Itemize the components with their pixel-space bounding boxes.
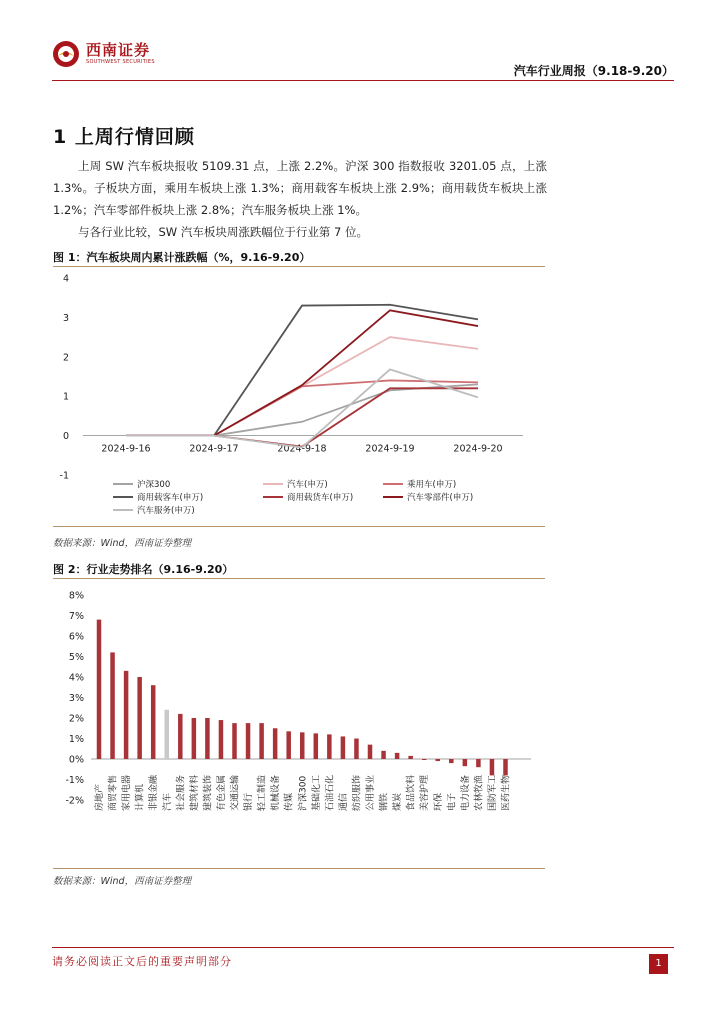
category-label: 美容护理	[420, 774, 431, 811]
series-line	[126, 310, 478, 435]
category-label: 交通运输	[230, 774, 241, 811]
y-tick-label: -1	[59, 470, 69, 482]
bar-chart	[53, 580, 545, 868]
bar-10	[232, 723, 237, 759]
y-tick-label: 3%	[68, 693, 84, 704]
x-tick-label: 2024-9-17	[189, 443, 239, 455]
category-label: 公用事业	[366, 774, 376, 811]
y-tick-label: 2	[62, 352, 69, 364]
category-label: 环保	[433, 792, 444, 811]
legend-label: 商用载客车(申万)	[137, 493, 204, 503]
y-tick-label: 7%	[68, 611, 84, 622]
footer-divider	[52, 947, 674, 948]
bar-5	[165, 710, 170, 759]
category-label: 医药生物	[501, 774, 512, 811]
bar-19	[354, 739, 359, 760]
bar-8	[205, 718, 210, 759]
bar-20	[368, 745, 373, 759]
category-label: 计算机	[135, 783, 146, 811]
figure1-source: 数据来源：Wind，西南证券整理	[53, 538, 192, 549]
bar-21	[381, 751, 386, 759]
section-title: 1 上周行情回顾	[53, 126, 195, 148]
y-tick-label: 0	[62, 431, 69, 443]
y-tick-label: -1%	[65, 775, 84, 786]
bar-0	[97, 620, 102, 759]
y-tick-label: 4%	[68, 672, 84, 684]
y-tick-label: 8%	[68, 590, 84, 602]
y-tick-label: 4	[62, 273, 69, 285]
report-title: 汽车行业周报（9.18-9.20）	[513, 64, 674, 78]
y-tick-label: 2%	[68, 713, 84, 725]
x-tick-label: 2024-9-18	[277, 443, 327, 455]
bar-28	[476, 759, 481, 767]
legend-label: 汽车服务(申万)	[137, 506, 195, 516]
category-label: 农林牧渔	[474, 774, 485, 811]
bar-13	[273, 728, 278, 759]
bar-2	[124, 671, 129, 759]
bar-27	[463, 759, 468, 766]
paragraph-industry-rank: 与各行业比较，SW 汽车板块周涨跌幅位于行业第 7 位。	[78, 225, 368, 239]
category-label: 社会服务	[176, 774, 187, 811]
category-label: 煤炭	[393, 792, 404, 811]
category-label: 食品饮料	[406, 774, 417, 811]
bar-15	[300, 732, 305, 759]
category-label: 基础化工	[311, 774, 322, 811]
bar-25	[436, 759, 441, 761]
bar-29	[490, 759, 495, 775]
category-label: 沪深300	[298, 775, 309, 811]
line-chart	[53, 268, 545, 524]
category-label: 银行	[244, 792, 255, 811]
logo	[52, 40, 155, 68]
footer-disclaimer: 请务必阅读正文后的重要声明部分	[52, 955, 232, 968]
header-divider	[52, 80, 674, 81]
category-label: 建筑材料	[189, 774, 200, 811]
x-tick-label: 2024-9-16	[101, 443, 151, 455]
bar-14	[286, 731, 291, 759]
bar-17	[327, 734, 332, 759]
x-tick-label: 2024-9-20	[453, 443, 503, 455]
category-label: 建筑装饰	[203, 774, 214, 811]
bar-6	[178, 714, 183, 759]
y-tick-label: 5%	[68, 652, 84, 663]
series-line	[126, 388, 478, 446]
category-label: 纺织服饰	[352, 774, 363, 811]
bar-9	[219, 720, 224, 759]
bar-26	[449, 759, 454, 763]
bar-4	[151, 685, 156, 759]
category-label: 有色金属	[216, 774, 227, 811]
category-label: 国防军工	[487, 774, 498, 811]
category-label: 石油石化	[325, 774, 336, 811]
legend-label: 乘用车(申万)	[407, 480, 457, 490]
logo-text-cn: 西南证券	[86, 41, 151, 59]
category-label: 电力设备	[460, 774, 471, 811]
logo-icon	[52, 40, 80, 68]
bar-12	[259, 723, 264, 759]
figure2-top-rule	[53, 578, 545, 579]
figure1-bottom-rule	[53, 526, 545, 527]
bar-3	[137, 677, 142, 759]
legend-label: 商用载货车(申万)	[287, 493, 354, 503]
category-label: 家用电器	[122, 774, 133, 811]
category-label: 通信	[338, 792, 349, 811]
page-number: 1	[649, 954, 668, 974]
y-tick-label: 1	[62, 391, 69, 403]
category-label: 非银金融	[149, 774, 160, 811]
bar-24	[422, 759, 427, 760]
bar-18	[341, 736, 346, 759]
figure1-title: 图 1：汽车板块周内累计涨跌幅（%，9.16-9.20）	[53, 251, 311, 264]
y-tick-label: 1%	[68, 734, 84, 745]
figure1-top-rule	[53, 266, 545, 267]
y-tick-label: -2%	[65, 795, 84, 807]
category-label: 房地产	[95, 783, 105, 811]
y-tick-label: 3	[62, 312, 69, 324]
legend-label: 沪深300	[137, 480, 171, 490]
category-label: 机械设备	[271, 774, 282, 811]
figure2-source: 数据来源：Wind，西南证券整理	[53, 876, 192, 887]
figure2-bottom-rule	[53, 868, 545, 869]
y-tick-label: 6%	[68, 631, 84, 643]
series-line	[126, 384, 478, 435]
bar-7	[192, 718, 197, 759]
figure2-title: 图 2：行业走势排名（9.16-9.20）	[53, 563, 234, 576]
bar-30	[503, 759, 508, 775]
category-label: 商贸零售	[108, 774, 119, 811]
bar-1	[110, 652, 115, 759]
bar-11	[246, 723, 251, 759]
page-header	[52, 40, 674, 82]
bar-22	[395, 753, 400, 759]
logo-text-en: SOUTHWEST SECURITIES	[86, 59, 155, 65]
series-line	[126, 305, 478, 436]
bar-23	[408, 756, 413, 759]
x-tick-label: 2024-9-19	[365, 443, 415, 455]
category-label: 汽车	[162, 792, 173, 811]
legend-label: 汽车(申万)	[287, 480, 328, 490]
y-tick-label: 0%	[68, 754, 84, 766]
legend-label: 汽车零部件(申万)	[407, 493, 474, 503]
category-label: 钢铁	[379, 792, 390, 811]
category-label: 轻工制造	[257, 774, 268, 811]
bar-16	[314, 733, 319, 759]
paragraph-market-summary: 上周 SW 汽车板块报收 5109.31 点，上涨 2.2%。沪深 300 指数报收 3201.05 点，上涨 1.3%。子板块方面，乘用车板块上涨 1.3%；商用载客车板块上涨 2.9%；商用载货车板块上涨 1.2%；汽车零部件板块上涨 2.8%；汽车服务板块上涨 1%。	[53, 159, 547, 217]
category-label: 电子	[447, 792, 458, 811]
category-label: 传媒	[284, 792, 295, 811]
